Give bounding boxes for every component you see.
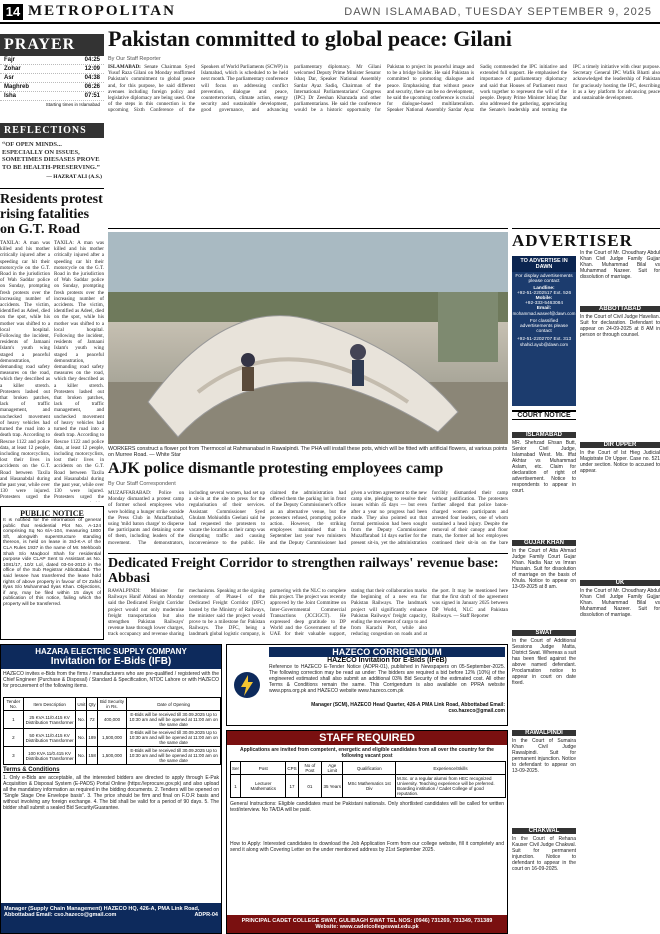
section-title: METROPOLITAN xyxy=(28,3,176,19)
lead-headline: Pakistan committed to global peace: Gilani xyxy=(108,26,512,51)
reflections-author: — HAZRAT ALI (A.S.) xyxy=(46,174,102,181)
prayer-title: PRAYER xyxy=(0,34,104,56)
hazeco-logo xyxy=(227,645,267,725)
court-column-left: ISLAMABAD MR. Shehzad Ehsan Butt, Senior Civil Judge, Islamabad West. Ms. Iffat Akhtar vs Muhammad Aslam, etc. Claim for declaration of right of advertisement. Notice to respondents to appear in court. GUJAR KHAN In the Court of Atta Ahmad Judge Family Court Gujar Khan. Nadia Naz vs Imran Hussain. Suit for dissolution of marriage on the basis of Khula. Notice to appear on 13-09-2025 at 8 am. SWAT In the Court of Additional Sessions Judge Matta, District Swat. Whereas a suit has been filed against the above named defendant. Proclamation notice to appear in court on date fixed. RAWALPINDI In the Court of Sumaira Khan Civil Judge Rawalpindi. Suit for permanent injunction. Notice to defendant to appear on 13-09-2025. CHAKWAL In the Court of Rehana Kauser Civil Judge Chakwal. Suit for permanent injunction. Notice to defendant to appear in the court on 16-09-2025. xyxy=(512,432,576,872)
table-row: 3 100 KVA 11/0.415 KV Distribution Transformer No. 158 1,500,000 E-Bids will be received till 30.09.2025 Up to 10:30 am and will be opened at 11:00 am on the same date xyxy=(4,747,221,765)
reflections-title: REFLECTIONS xyxy=(0,123,104,138)
prayer-box xyxy=(0,34,104,108)
court-notice-label: COURT NOTICE xyxy=(512,410,576,420)
residents-headline: Residents protest rising fatalities on G.T. Road xyxy=(0,192,103,237)
tender-table: Tender No. Item Description Unit Qty Bid Security in Rs. Date of Opening 1 25 KVA 11/0.415 KV Distribution Transformer No. 72 400,000 E-Bids will be received till 30.09.2025 Up to 10:30 am and will be opened at 11:00 am on the same date 2 50 KVA 11/0.415 KV Distribution Transformer No. 189 1,500,000 E-Bids will be received till 30.09.2025 Up to 10:30 am and will be opened at 11:00 am on the same date 3 100 KVA 11/0.415 KV Distribution Transformer No. 158 1,500,000 E-Bids will be received till 30.09.2025 Up to 10:30 am and will be opened at 11:00 am on the same date xyxy=(3,697,221,765)
staff-required-ad: STAFF REQUIRED Applications are invited from competent, energetic and eligible candidates from all over the country for the following vacant post Ser Post CPS No of Post Age Limit Qualification Experience/Skills 1 Lecturer Mathematics 17 01 35 Years MSc Mathematics 1st Div M.Sc. or a regular alumni from HEC recognized University. Teaching experience will be preferred. Boarding institution / Cadet College of good reputation. General Instructions: Eligible candidates must be Pakistani nationals. Only shortlisted candidates will be called for written test/interview. No TA/DA will be paid. How to Apply: Interested candidates to download the Job Application Form from our college website, fill it completely and send it along with Covering Letter on the under mentioned address by 21st September 2025. PRINCIPAL CADET COLLEGE SWAT, GULIBAGH SWAT TEL NOS: (0946) 731269, 731349, 731389 Website: www.cadetcollegeswat.edu.pk xyxy=(226,730,508,934)
prayer-row: Isha 07:51 xyxy=(0,92,104,101)
freight-headline: Dedicated Freight Corridor to strengthen railways' revenue base: Abbasi xyxy=(108,556,499,586)
page-number: 14 xyxy=(3,4,23,20)
photo-caption: WORKERS construct a flower pot from Thermocol at Rahmanabad in Rawalpindi. The PHA will install these pots, which will be fitted with artificial flowers, at various points on Murree Road. — White Star xyxy=(108,446,508,459)
table-row: 1 Lecturer Mathematics 17 01 35 Years MSc Mathematics 1st Div M.Sc. or a regular alumni from HEC recognized University. Teaching experience will be preferred. Boarding institution / Cadet College of good reputation. xyxy=(231,775,506,798)
edition-date: DAWN ISLAMABAD, TUESDAY SEPTEMBER 9, 2025 xyxy=(344,6,652,18)
public-notice: PUBLIC NOTICE It is notified for the information of general public that residential Plot No. A-124 comprising Sq No 6/A-104, measuring 1800 Sft, alongwith superstructure standing thereon, is held on lease in 3rd-K-A of the CLA Rules 1937 in the name of Mr. Mehboob Shah S/o Maqbool Shah for residential purpose vide CLAP Sent to Assistant as No. 1081/17, 10/2 Lol, dated 03-04-2010 in the office of the Sub Registrar Abbottabad. The said lessee has transferred the lease hold rights of above property in favour of Dr Zahid Ilyas S/o Muhammad Ilyas Khan. Objections, if any, may be filed within 15 days of publication of this notice, failing which the property will be transferred. xyxy=(0,506,104,640)
advertiser-title: ADVERTISER xyxy=(512,231,633,250)
hazeco-ad: HAZARA ELECTRIC SUPPLY COMPANY Invitation for E-Bids (IFB) HAZECO invites e-Bids from the firms / manufacturers who are pre-qualified / registered with the Chief Engineer (Purchase & Disposal) / Standard & Specification, NTDC Lahore or with HAZECO for procurement of the following items. Tender No. Item Description Unit Qty Bid Security in Rs. Date of Opening 1 25 KVA 11/0.415 KV Distribution Transformer No. 72 400,000 E-Bids will be received till 30.09.2025 Up to 10:30 am and will be opened at 11:00 am on the same date 2 50 KVA 11/0.415 KV Distribution Transformer No. 189 1,500,000 E-Bids will be received till 30.09.2025 Up to 10:30 am and will be opened at 11:00 am on the same date 3 100 KVA 11/0.415 KV Distribution Transformer No. 158 1,500,000 E-Bids will be received till 30.09.2025 Up to 10:30 am and will be opened at 11:00 am on the same date Terms & Conditions 1. Only e-Bids are acceptable, all the interested bidders are directed to apply through E-Pak Acquisition & Disposal System (E-PADS) Portal Online (https://eprocure.gov.pk) and also upload all the mandatory information as required in the bidding documents. 2. Tenders will be opened on “Single Stage One Envelope basis”. 3. The price should be firm and final on F.O.R basis and without involving any foreign exchange. 4. The bid shall be valid for a period of 90 days. 5. The bidder shall submit a sealed Bid Security/Guarantee. Manager (Supply Chain Management) HAZECO HQ, 426-A, PMA Link Road, Abbottabad Email: cso.hazeco@gmail.com ADPR-04 xyxy=(0,644,222,934)
table-row: 1 25 KVA 11/0.415 KV Distribution Transformer No. 72 400,000 E-Bids will be received till 30.09.2025 Up to 10:30 am and will be opened at 11:00 am on the same date xyxy=(4,711,221,729)
prayer-row: Maghreb 06:26 xyxy=(0,83,104,92)
ajk-headline: AJK police dismantle protesting employees camp xyxy=(108,460,444,477)
lead-byline: By Our Staff Reporter xyxy=(108,56,161,62)
ajk-body: MUZAFFARABAD: Police on Monday dismantled a protest camp of former school employees who were holding a hunger strike outside the Press Club in Muzaffarabad, using 'mild baton charge' to disperse the participants and detaining some of them, including leaders of the movement. The demonstrators, including several women, had set up a sit-in at the site to press for the regularisation of their services. Assistant Commissioner Syed Ghulam Mohiuddin Geelani said he had requested the protesters to vacate the location as their camp was disrupting traffic and causing inconvenience to the public. He claimed the administration had offered them the parking lot in front of the Deputy Commissioner's office as an alternative venue, but the protesters refused, prompting police action. However, the striking employees maintained that in September last year two ministers and the Deputy Commissioner had given a written agreement to the new camp site, pledging to resolve their issues within 45 days — but even after a year no progress had been made. They also pointed out that formal permission had been sought from the Deputy Commissioner Muzaffarabad 14 days earlier for the present sit-in, yet the administration forcibly dismantled their camp without justification. The protesters further alleged that police baton-charged women participants and arrested four leaders, one of whom sustained a head injury. Despite the removal of their canopy and floor mats, the former ad hoc employees continued their sit-in on the bare xyxy=(108,490,508,546)
reflections-box xyxy=(0,123,104,180)
freight-body: RAWALPINDI: Minister for Railways Hanif Abbasi on Monday said the Dedicated Freight Corridor project would not only modernise freight transportation but also strengthen Pakistan Railways' revenue base through lower charges, track occupancy and revenue sharing mechanisms. Speaking at the signing ceremony of Phase-I of the Dedicated Freight Corridor (DFC) hosted by the Ministry of Railways, the minister said the project would prove to be a milestone for Pakistan Railways. The DFC, being a landmark global logistic company, is partnering with the NLC to complete this project. The project was recently approved by the Joint Committee on Inter-Governmental Commercial Transactions (JCCIGCT). He expressed deep gratitude to DP World and the Government of the UAE for their valuable support, stating that their collaboration marks the beginning of a new era for Pakistan Railways. The landmark project will significantly enhance Pakistan Railways' freight capacity, ending the movement of cargo to and from Karachi Port, while also reducing congestion on roads and at the port. It may be mentioned here that the first draft of the agreement was signed in January 2025 between DP World, NLC and Pakistan Railways. — Staff Reporter xyxy=(108,588,508,638)
table-row: 2 50 KVA 11/0.415 KV Distribution Transformer No. 189 1,500,000 E-Bids will be received till 30.09.2025 Up to 10:30 am and will be opened at 11:00 am on the same date xyxy=(4,729,221,747)
advertise-contact-box: TO ADVERTISE IN DAWN For display advertisements please contact Landline: +92-51-2202517 Ext. 526 Mobile: +92-333-5463084 Email: mohammad.waseef@dawn.com For classified advertisements please contact +92-51-2202707 Ext. 313 shahid.ayub@dawn.com xyxy=(512,256,576,406)
prayer-row: Zohar 12:09 xyxy=(0,65,104,74)
court-column-right: In the Court of Mr. Choudhary Abdul Khan Civil Judge Family Gujjar Khan. Muhammad Bilal vs Muhammad Nazeer. Suit for dissolution of marriage. ABBOTTABAD In the Court of Civil Judge Havelian. Suit for declaration. Defendant to appear on 24-09-2025 at 8 AM in person or through counsel. DIR UPPER In the Court of Ist Hieg Judicial Magistrate Dir Upper. Case no. 521 under section. Notice to accused to appear. UK In the Court of Mr. Choudhary Abdul Khan Civil Judge Family Gujjar Khan. Muhammad Bilal vs Muhammad Nazeer. Suit for dissolution of marriage. xyxy=(580,250,660,618)
masthead xyxy=(0,0,660,24)
lead-body: ISLAMABAD: Senate Chairman Syed Yusuf Raza Gilani on Monday reaffirmed Pakistan's commitment to global peace and, for this purpose, he said different avenues including foreign policy and legislative diplomacy are being used. One of the steps in this connection is the upcoming Sixth Conference of the Speakers of World Parliaments (SCWP) in Islamabad, which is scheduled to be held next month. The parliamentary conference will focus on addressing conflict prevention, dialogue and peace, counterterrorism, climate action, energy security and sustainable development, good governance, and advancing parliamentary diplomacy. Mr Gilani welcomed Deputy Prime Minister Senator Ishaq Dar, Speaker National Assembly Sardar Ayaz Sadiq, Chairman of the International Parliamentarians' Congress (IPC) Dr Zeeshan Khanzada and other parliamentarians. He said the conference would be a historic opportunity for Pakistan to project its peaceful image and to be a bridge builder. He said Pakistan is committed to promoting dialogue and peace. Emphasising that without peace and security, there can be no development, he said the upcoming conference is crucial for dialogue-based multilateralism. Speaker National Assembly Sardar Ayaz Sadiq commended the IPC initiative and extended full support. He emphasised the importance of parliamentary diplomacy and said that Houses of Parliament must work together to represent the will of the people. Deputy Prime Minister Ishaq Dar also addressed the gathering, appreciating the Senate's leadership and terming the IPC a timely initiative with clear purpose. Secretary General IPC Wafik Bhatti also acknowledged the leadership of Pakistan for graciously hosting the IPC, describing it as a key platform for advancing peace and sustainable development. xyxy=(108,64,660,114)
ajk-byline: By Our Staff Correspondent xyxy=(108,481,176,487)
corrigendum-ad: HAZECO CORRIGENDUM HAZECO Invitation for E-Bids (IFeB) Reference to HAZECO E-Tender Notice (ADPR-01), published in Newspapers on 05-September-2025. The following correction may be read as under: The bidders are required a bid before 12% (10%) of the engineered estimated shall also submit an additional 03% Bid Security of the estimated cost. All other Terms & Conditions remain the same. This Corrigendum is also available on PPRA website www.ppra.org.pk and HAZECO website www.hazeco.com.pk Manager (SCM), HAZECO Head Quarter, 426-A PMA Link Road, Abbottabad Email: cso.hazeco@gmail.com xyxy=(226,644,508,726)
reflections-quote: “OF OPEN MINDS... ESPECIALLY ON ISSUES, SOMETIMES DIESASES PROVE TO BE HEALTH-PRESERVING.” xyxy=(2,141,100,171)
prayer-row: Asr 04:38 xyxy=(0,74,104,83)
prayer-row: Fajr 04:25 xyxy=(0,56,104,65)
news-photo xyxy=(108,232,508,444)
residents-body-2: TAXILA: A man was killed and his mother critically injured after a speeding car hit their motorcycle on the G.T. Road in the jurisdiction of Wah Saddar police on Sunday, prompting fresh protests over the increasing number of accidents. The victim, identified as Adeel, died on the spot, while his mother was shifted to a local hospital. Following the incident, residents of Jamaani Islam's youth wing staged a peaceful demonstration, demanding road safety measures on the road, which they described as a killer stretch. Protesters lashed out that broken patches, lack of traffic management, and unchecked movement of heavy vehicles had turned the road into a death trap. According to Rescue 1122 and police data, at least 12 people, including motorcyclists, lost their lives in accidents on the G.T. Road between Taxila and Hasanabdal during the past year, while over 130 were injured. Protesters urged the xyxy=(54,240,104,501)
residents-body-1: TAXILA: A man was killed and his mother critically injured after a speeding car hit their motorcycle on the G.T. Road in the jurisdiction of Wah Saddar police on Sunday, prompting fresh protests over the increasing number of accidents. The victim, identified as Adeel, died on the spot, while his mother was shifted to a local hospital. Following the incident, residents of Jamaani Islam's youth wing staged a peaceful demonstration, demanding road safety measures on the road, which they described as a killer stretch. Protesters lashed out that broken patches, lack of traffic management, and unchecked movement of heavy vehicles had turned the road into a death trap. According to Rescue 1122 and police data, at least 12 people, including motorcyclists, lost their lives in accidents on the G.T. Road between Taxila and Hasanabdal during the past year, while over 130 were injured. Protesters urged the xyxy=(0,240,50,501)
prayer-note: Starting times in Islamabad xyxy=(45,102,100,107)
